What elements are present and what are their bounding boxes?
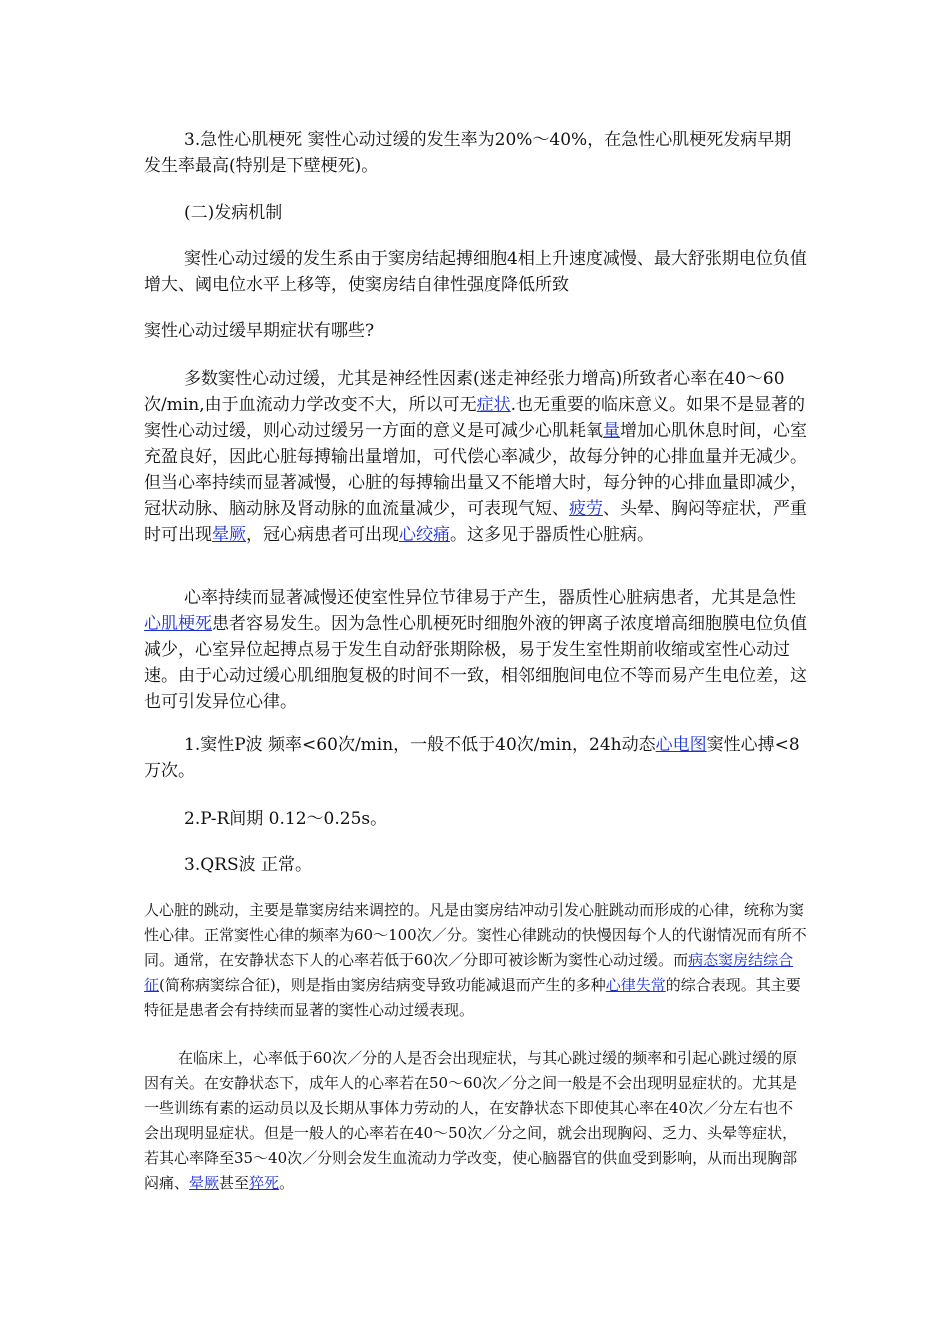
section-heading-mechanism: (二)发病机制 bbox=[184, 203, 283, 223]
paragraph-early-symptoms bbox=[144, 366, 808, 548]
text-span: ，冠心病患者可出现 bbox=[246, 525, 399, 545]
link-syncope[interactable]: 晕厥 bbox=[212, 525, 246, 545]
link-syncope-2[interactable]: 晕厥 bbox=[189, 1174, 220, 1192]
link-angina[interactable]: 心绞痛 bbox=[399, 525, 450, 545]
text-span: 1.窦性P波 频率<60次/min，一般不低于40次/min，24h动态 bbox=[184, 735, 656, 755]
link-sick-sinus-syndrome[interactable]: 病态窦房结综合征 bbox=[144, 951, 794, 994]
paragraph-p-wave bbox=[144, 732, 808, 784]
paragraph-acute-mi: 3.急性心肌梗死 窦性心动过缓的发生率为20%～40%，在急性心肌梗死发病早期发生率最高(特别是下壁梗死)。 bbox=[144, 130, 792, 176]
question-heading: 窦性心动过缓早期症状有哪些? bbox=[144, 321, 375, 341]
paragraph-mechanism: 窦性心动过缓的发生系由于窦房结起搏细胞4相上升速度减慢、最大舒张期电位负值增大、阈电位水平上移等，使窦房结自律性强度降低所致 bbox=[144, 249, 807, 295]
link-sudden-death[interactable]: 猝死 bbox=[249, 1174, 280, 1192]
text-span: 的综合表现。其主要特征是患者会有持续而显著的窦性心动过缓表现。 bbox=[144, 976, 801, 1019]
paragraph-clinical bbox=[144, 1046, 808, 1196]
link-myocardial-infarction[interactable]: 心肌梗死 bbox=[144, 614, 212, 634]
text-span: 增加心肌休息时间，心室充盈良好，因此心脏每搏输出量增加，可代偿心率减少，故每分钟的心排血量并无减少。但当心率持续而显著减慢，心脏的每搏输出量又不能增大时，每分钟的心排血量即减少，冠状动脉、脑动脉及肾动脉的血流量减少，可表现气短、 bbox=[144, 421, 807, 519]
link-arrhythmia[interactable]: 心律失常 bbox=[605, 976, 666, 994]
text-span: 窦性心搏<8万次。 bbox=[144, 735, 800, 781]
link-fatigue[interactable]: 疲劳 bbox=[569, 499, 603, 519]
paragraph-qrs: 3.QRS波 正常。 bbox=[184, 855, 313, 875]
link-symptom[interactable]: 症状 bbox=[476, 395, 511, 415]
text-span: 多数窦性心动过缓，尤其是神经性因素(迷走神经张力增高)所致者心率在40～60次/min,由于血流动力学改变不大，所以可无 bbox=[144, 369, 785, 415]
link-ecg[interactable]: 心电图 bbox=[655, 735, 707, 755]
text-span: 心率持续而显著减慢还使室性异位节律易于产生，器质性心脏病患者，尤其是急性 bbox=[184, 588, 796, 608]
paragraph-sinus-rhythm bbox=[144, 898, 808, 1023]
text-span: 。 bbox=[279, 1174, 295, 1192]
paragraph-ectopic-rhythm bbox=[144, 585, 808, 715]
link-amount[interactable]: 量 bbox=[603, 421, 620, 441]
text-span: 甚至 bbox=[219, 1174, 250, 1192]
text-span: 患者容易发生。因为急性心肌梗死时细胞外液的钾离子浓度增高细胞膜电位负值减少，心室异位起搏点易于发生自动舒张期除极，易于发生室性期前收缩或室性心动过速。由于心动过缓心肌细胞复极的时间不一致，相邻细胞间电位不等而易产生电位差，这也可引发异位心律。 bbox=[144, 614, 807, 712]
text-span: 。这多见于器质性心脏病。 bbox=[450, 525, 654, 545]
text-span: 、头晕、胸闷等症状，严重时可出现 bbox=[144, 499, 807, 545]
text-span: .也无重要的临床意义。如果不是显著的窦性心动过缓，则心动过缓另一方面的意义是可减少心肌耗氧 bbox=[144, 395, 806, 441]
text-span: 人心脏的跳动，主要是靠窦房结来调控的。凡是由窦房结冲动引发心脏跳动而形成的心律，统称为窦性心律。正常窦性心律的频率为60～100次／分。窦性心律跳动的快慢因每个人的代谢情况而有所不同。通常，在安静状态下人的心率若低于60次／分即可被诊断为窦性心动过缓。而 bbox=[144, 901, 807, 969]
text-span: (简称病窦综合征)，则是指由窦房结病变导致功能减退而产生的多种 bbox=[159, 976, 606, 994]
paragraph-pr-interval: 2.P-R间期 0.12～0.25s。 bbox=[184, 809, 388, 829]
text-span: 在临床上，心率低于60次／分的人是否会出现症状，与其心跳过缓的频率和引起心跳过缓的原因有关。在安静状态下，成年人的心率若在50～60次／分之间一般是不会出现明显症状的。尤其是一些训练有素的运动员以及长期从事体力劳动的人，在安静状态下即使其心率在40次／分左右也不会出现明显症状。但是一般人的心率若在40～50次／分之间，就会出现胸闷、乏力、头晕等症状，若其心率降至35～40次／分则会发生血流动力学改变，使心脑器官的供血受到影响，从而出现胸部闷痛、 bbox=[144, 1049, 798, 1192]
